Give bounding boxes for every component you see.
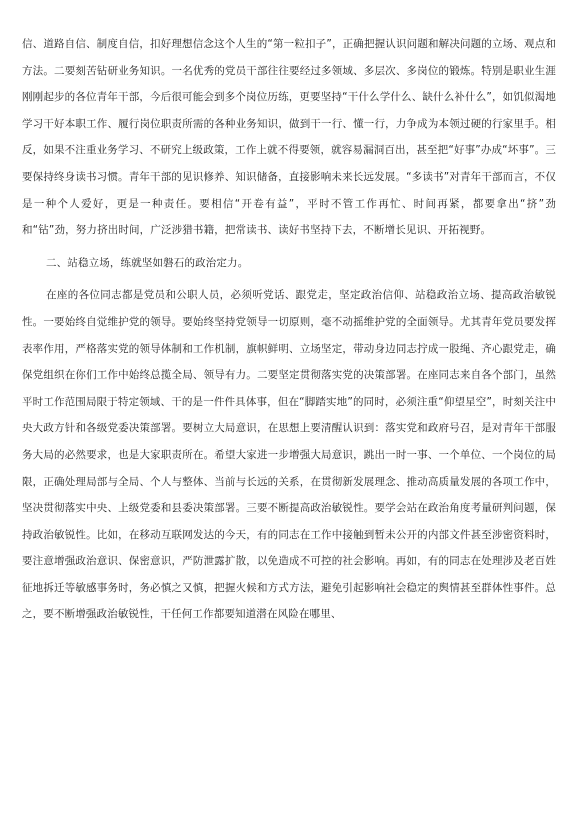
- body-paragraph-section-2: 在座的各位同志都是党员和公职人员，必须听党话、跟党走，坚定政治信仰、站稳政治立场、提高政治敏锐性。一要始终自觉维护党的领导。要始终坚持党领导一切原则，毫不动摇维护党的全面领导。尤其青年党员要发挥表率作用，严格落实党的领导体制和工作机制，旗帜鲜明、立场坚定，带动身边同志拧成一股绳、齐心跟党走，确保党组织在你们工作中始终总揽全局、领导有力。二要坚定贯彻落实党的决策部署。在座同志来自各个部门，虽然平时工作范围局限于特定领域、干的是一件件具体事，但在“脚踏实地”的同时，必须注重“仰望星空”，时刻关注中央大政方针和各级党委决策部署。要树立大局意识，在思想上要清醒认识到：落实党和政府号召，是对青年干部服务大局的必然要求，也是大家职责所在。希望大家进一步增强大局意识，跳出一时一事、一个单位、一个岗位的局限，正确处理局部与全局、个人与整体、当前与长远的关系，在贯彻新发展理念、推动高质量发展的各项工作中，坚决贯彻落实中央、上级党委和县委决策部署。三要不断提高政治敏锐性。要学会站在政治角度考量研判问题，保持政治敏锐性。比如，在移动互联网发达的今天，有的同志在工作中接触到暂未公开的内部文件甚至涉密资料时，要注意增强政治意识、保密意识，严防泄露扩散，以免造成不可控的社会影响。再如，有的同志在处理涉及老百姓征地拆迁等敏感事务时，务必慎之又慎，把握火候和方式方法，避免引起影响社会稳定的舆情甚至群体性事件。总之，要不断增强政治敏锐性，干任何工作都要知道潜在风险在哪里、: [22, 289, 556, 621]
- body-paragraph-continued: 信、道路自信、制度自信，扣好理想信念这个人生的“第一粒扣子”，正确把握认识问题和解决问题的立场、观点和方法。二要刻苦钻研业务知识。一名优秀的党员干部往往要经过多领域、多层次、多岗位的锻炼。特别是职业生涯刚刚起步的各位青年干部，今后很可能会到多个岗位历练，更要坚持“干什么学什么、缺什么补什么”，如饥似渴地学习干好本职工作、履行岗位职责所需的各种业务知识，做到干一行、懂一行，力争成为本领过硬的行家里手。相反，如果不注重业务学习、不研究上级政策，工作上就不得要领，就容易漏洞百出，甚至把“好事”办成“坏事”。三要保持终身读书习惯。青年干部的见识修养、知识储备，直接影响未来长远发展。“多读书”对青年干部而言，不仅是一种个人爱好，更是一种责任。要相信“开卷有益”，平时不管工作再忙、时间再紧，都要拿出“挤”劲和“钻”劲，努力挤出时间，广泛涉猎书籍，把常读书、读好书坚持下去，不断增长见识、开拓视野。: [22, 38, 556, 237]
- section-heading-2: 二、站稳立场，练就坚如磐石的政治定力。: [46, 256, 249, 269]
